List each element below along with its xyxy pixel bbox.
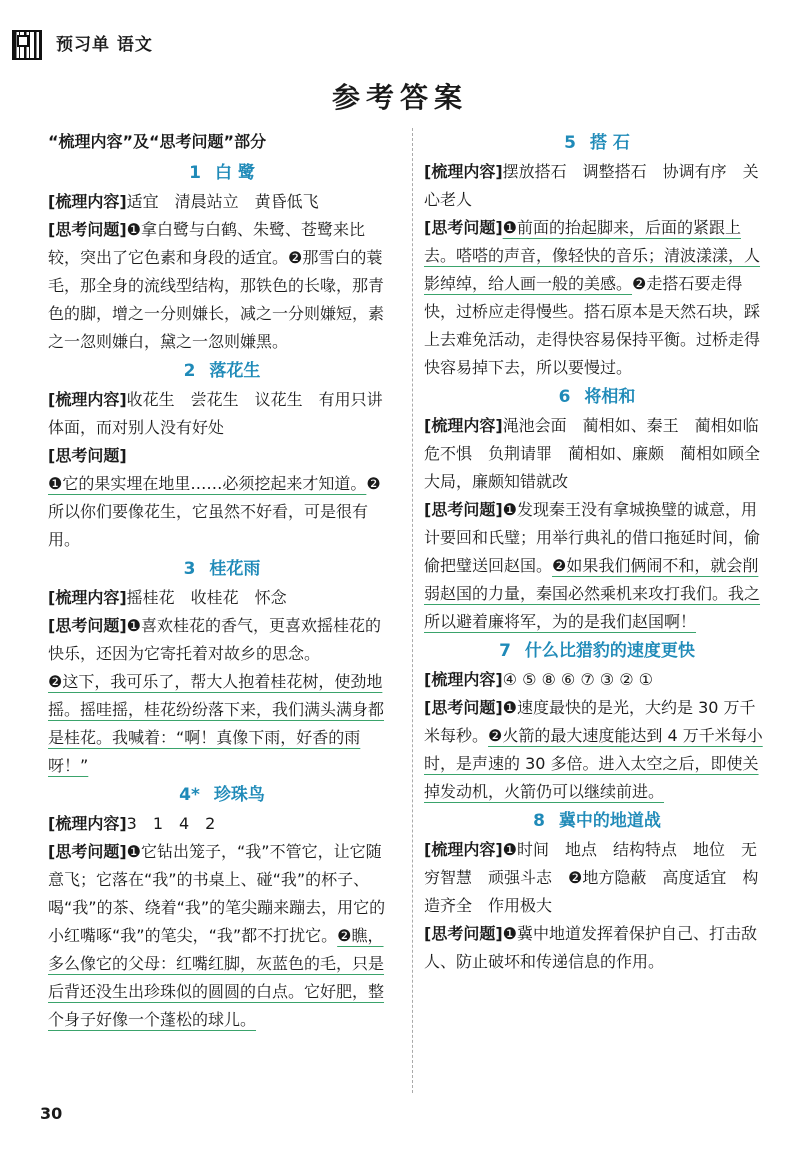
lesson-6-sort — [424, 412, 770, 496]
sort-text: 摇桂花 收桂花 怀念 — [126, 588, 287, 607]
lesson-3-think — [48, 612, 396, 668]
lesson-2-think — [48, 442, 396, 470]
sort-text: 收花生 尝花生 议花生 有用只讲体面，而对别人没有好处 — [48, 390, 383, 437]
lesson-1-sort — [48, 188, 396, 216]
lesson-number: 3 — [183, 559, 196, 579]
right-column — [424, 128, 770, 976]
sort-text: 渑池会面 蔺相如、秦王 蔺相如临危不惧 负荆请罪 蔺相如、廉颇 蔺相如顾全大局，廉颇知错就改 — [424, 416, 761, 491]
lesson-title: 落花生 — [209, 361, 261, 381]
lesson-3-title — [48, 554, 396, 584]
tag-think: [思考问题] — [48, 616, 127, 635]
lesson-title: 将相和 — [584, 387, 636, 407]
tag-think: [思考问题] — [424, 218, 503, 237]
lesson-title: 桂花雨 — [209, 559, 261, 579]
lesson-2-think-body — [48, 470, 396, 554]
tag-think: [思考问题] — [48, 220, 127, 239]
lesson-number: 7 — [499, 641, 511, 661]
lesson-number: 8 — [533, 811, 545, 831]
section-intro: “梳理内容”及“思考问题”部分 — [48, 132, 267, 151]
lesson-title: 珍珠鸟 — [213, 785, 265, 805]
sort-text: 适宜 清晨站立 黄昏低飞 — [126, 192, 319, 211]
lesson-title: 冀中的地道战 — [558, 811, 661, 831]
tag-sort: [梳理内容] — [424, 670, 503, 689]
tag-sort: [梳理内容] — [424, 840, 503, 859]
lesson-number: 2 — [183, 361, 196, 381]
tag-think: [思考问题] — [424, 698, 503, 717]
lesson-5-think — [424, 214, 770, 382]
think-b: ❷所以你们要像花生，它虽然不好看，可是很有用。 — [48, 474, 381, 549]
lesson-4-think — [48, 838, 396, 1034]
think-a: ❶拿白鹭与白鹤、朱鹭、苍鹭来比较，突出了它色素和身段的适宜。 — [48, 220, 365, 267]
tag-think: [思考问题] — [48, 842, 127, 861]
think-a: ❶前面的抬起脚来，后面的紧跟上去。嗒嗒的声音，像轻快的音乐；清波漾漾，人影绰绰，给人画一般的美感。 — [424, 218, 761, 293]
column-divider — [412, 128, 413, 1093]
think-a: ❶发现秦王没有拿城换璧的诚意，用计要回和氏璧；用举行典礼的借口拖延时间，偷偷把璧送回赵国。 — [424, 500, 761, 575]
lesson-title: 白 鹭 — [214, 163, 255, 183]
think-b: ❷那雪白的蓑毛，那全身的流线型结构，那铁色的长喙，那青色的脚，增之一分则嫌长，减之一分则嫌短，素之一忽则嫌白，黛之一忽则嫌黑。 — [48, 248, 385, 351]
lesson-number: 1 — [189, 163, 201, 183]
tag-think: [思考问题] — [424, 924, 503, 943]
sort-text: ④ ⑤ ⑧ ⑥ ⑦ ③ ② ① — [502, 670, 653, 689]
think-a: ❶速度最快的是光，大约是 30 万千米每秒。 — [424, 698, 756, 745]
qr-code-icon — [12, 30, 42, 60]
think-a: ❶冀中地道发挥着保护自己、打击敌人、防止破坏和传递信息的作用。 — [424, 924, 757, 971]
lesson-7-sort — [424, 666, 770, 694]
lesson-number: 6 — [558, 387, 571, 407]
think-b: ❷如果我们俩闹不和，就会削弱赵国的力量，秦国必然乘机来攻打我们。我之所以避着廉将军，为的是我们赵国啊！ — [424, 556, 761, 631]
lesson-4-sort — [48, 810, 396, 838]
lesson-5-title — [424, 128, 770, 158]
tag-sort: [梳理内容] — [424, 416, 503, 435]
tag-sort: [梳理内容] — [48, 390, 127, 409]
think-b: ❷这下，我可乐了，帮大人抱着桂花树，使劲地摇。摇哇摇，桂花纷纷落下来，我们满头满身都是桂花。我喊着：“啊！真像下雨，好香的雨呀！” — [48, 672, 385, 775]
think-b: ❷火箭的最大速度能达到 4 万千米每小时，是声速的 30 多倍。进入太空之后，即使关掉发动机，火箭仍可以继续前进。 — [424, 726, 763, 801]
lesson-1-title — [48, 158, 396, 188]
think-a: ❶它的果实埋在地里……必须挖起来才知道。 — [48, 474, 367, 493]
lesson-4-title — [48, 780, 396, 810]
lesson-8-title — [424, 806, 770, 836]
page-number: 30 — [40, 1104, 63, 1123]
lesson-3-sort — [48, 584, 396, 612]
think-a: ❶喜欢桂花的香气，更喜欢摇桂花的快乐，还因为它寄托着对故乡的思念。 — [48, 616, 381, 663]
think-a: ❶它钻出笼子，“我”不管它，让它随意飞；它落在“我”的书桌上、碰“我”的杯子、喝“我”的茶、绕着“我”的笔尖蹦来蹦去，用它的小红嘴啄“我”的笔尖，“我”都不打扰它。 — [48, 842, 386, 945]
page-title: 参考答案 — [331, 81, 468, 114]
header-brand: 预习单 语文 — [56, 35, 153, 55]
lesson-title: 搭 石 — [589, 133, 630, 153]
sort-text: 摆放搭石 调整搭石 协调有序 关心老人 — [424, 162, 759, 209]
lesson-6-title — [424, 382, 770, 412]
think-b: ❷瞧，多么像它的父母：红嘴红脚，灰蓝色的毛，只是后背还没生出珍珠似的圆圆的白点。它好肥，整个身子好像一个蓬松的球儿。 — [48, 926, 385, 1029]
lesson-2-sort — [48, 386, 396, 442]
think-b: ❷走搭石要走得快，过桥应走得慢些。搭石原本是天然石块，踩上去难免活动，走得快容易保持平衡。过桥走得快容易掉下去，所以要慢过。 — [424, 274, 761, 377]
lesson-5-sort — [424, 158, 770, 214]
tag-think: [思考问题] — [48, 446, 127, 465]
lesson-3-think-b — [48, 668, 396, 780]
tag-think: [思考问题] — [424, 500, 503, 519]
lesson-8-sort — [424, 836, 770, 920]
tag-sort: [梳理内容] — [424, 162, 503, 181]
lesson-8-think — [424, 920, 770, 976]
left-column — [48, 128, 396, 1034]
tag-sort: [梳理内容] — [48, 814, 127, 833]
tag-sort: [梳理内容] — [48, 588, 127, 607]
sort-text: ❶时间 地点 结构特点 地位 无穷智慧 顽强斗志 ❷地方隐蔽 高度适宜 构造齐全 作用极大 — [424, 840, 759, 915]
lesson-title: 什么比猎豹的速度更快 — [524, 641, 695, 661]
lesson-number: 4* — [179, 785, 200, 805]
lesson-number: 5 — [564, 133, 576, 153]
lesson-1-think — [48, 216, 396, 356]
tag-sort: [梳理内容] — [48, 192, 127, 211]
lesson-6-think — [424, 496, 770, 636]
lesson-2-title — [48, 356, 396, 386]
lesson-7-think — [424, 694, 770, 806]
sort-text: 3 1 4 2 — [126, 814, 216, 833]
lesson-7-title — [424, 636, 770, 666]
